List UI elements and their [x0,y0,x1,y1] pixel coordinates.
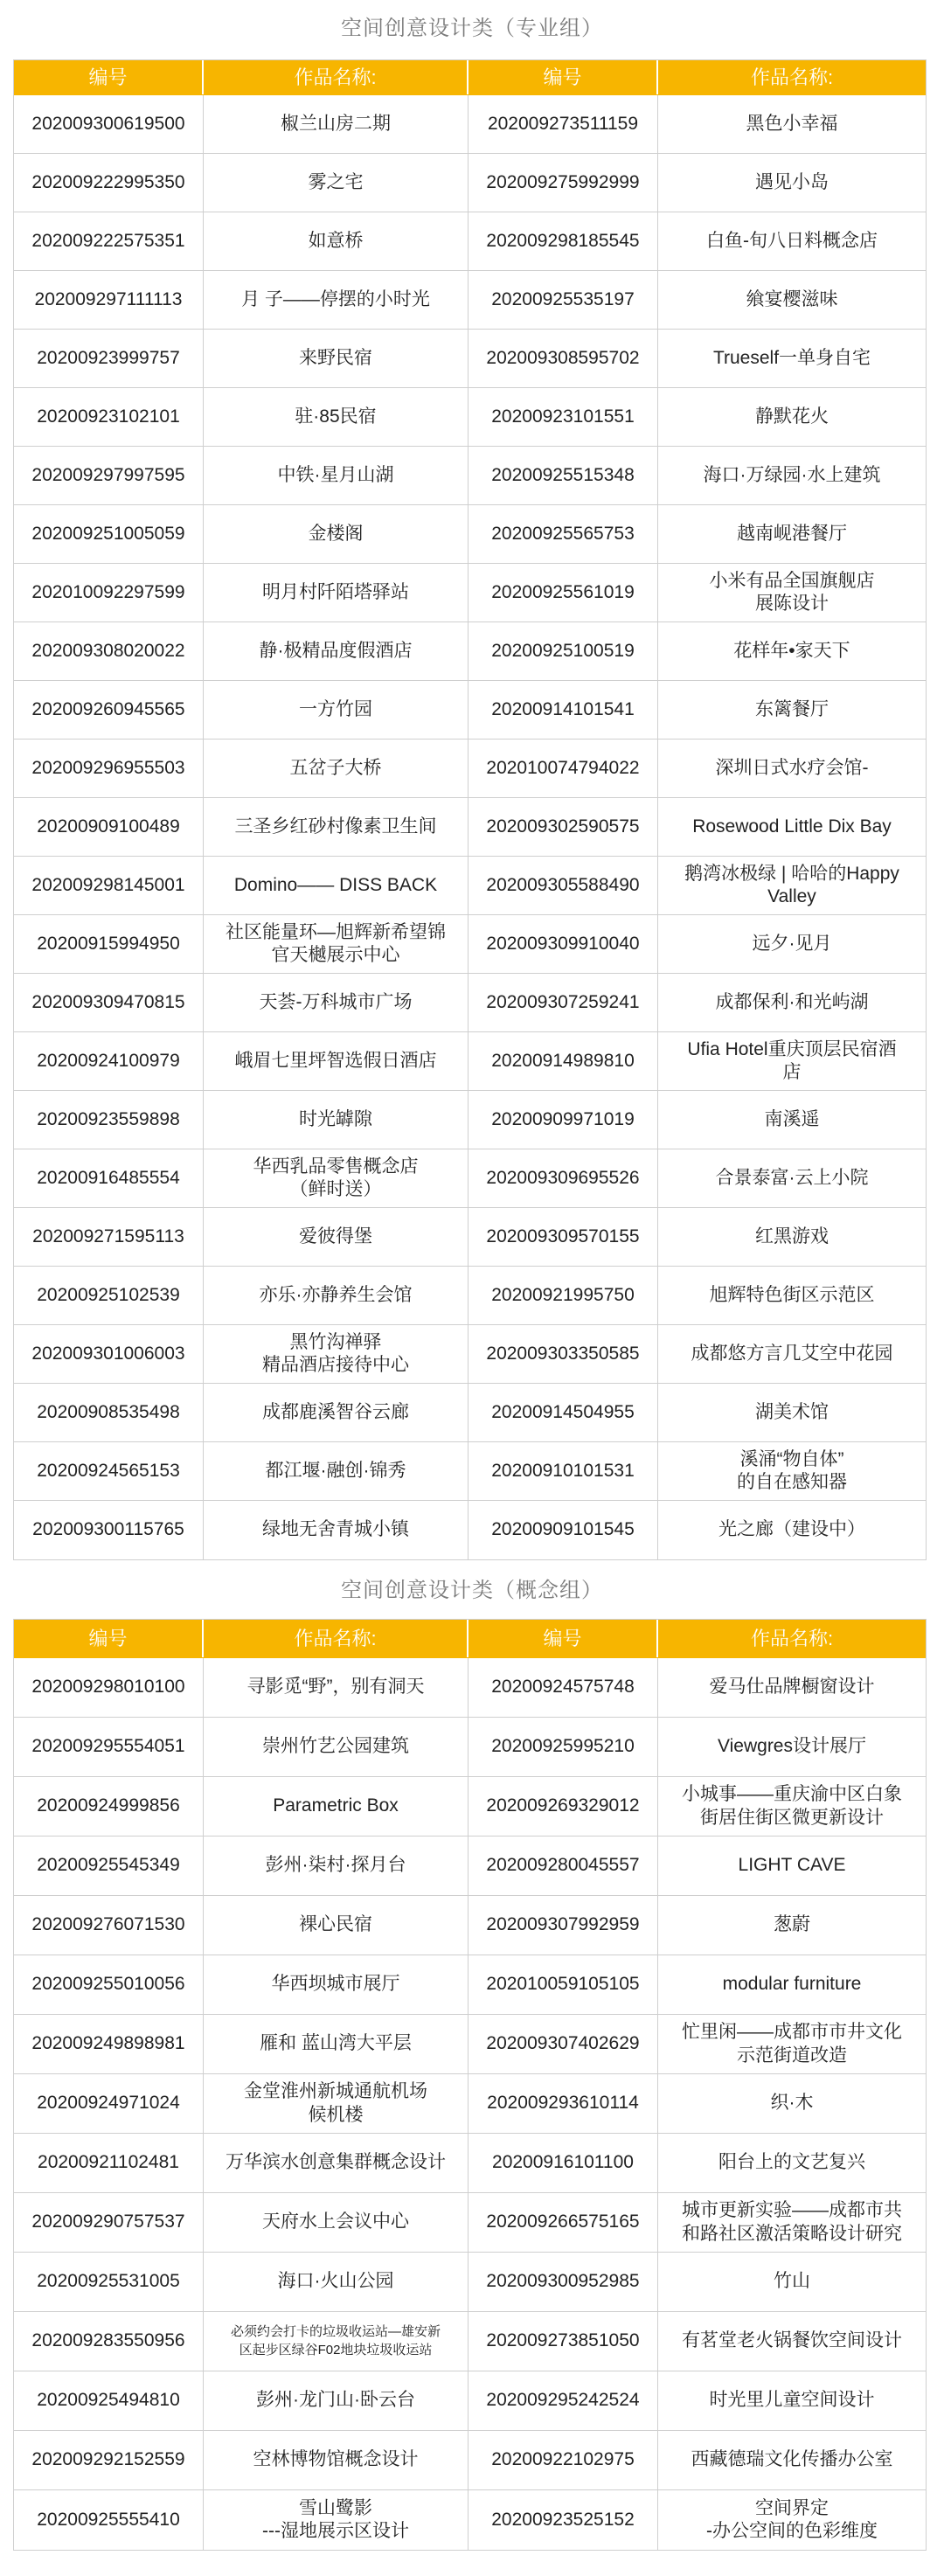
table-row [14,2371,926,2431]
header-id: 编号 [469,1620,658,1657]
entry-title: LIGHT CAVE [738,1855,846,1876]
entry-title: 绿地无舍青城小镇 [204,1501,469,1559]
entry-title: 月 子——停摆的小时光 [204,271,469,329]
entry-title: 亦乐·亦静养生会馆 [204,1267,469,1324]
table-body [14,95,926,1559]
table-row [14,1325,926,1384]
entry-title: modular furniture [722,1974,862,1995]
entry-id: 202009273851050 [469,2312,658,2371]
entry-title: 小米有品全国旗舰店 展陈设计 [709,570,875,614]
entry-title: 驻·85民宿 [204,388,469,446]
entry-title: 雁和 蓝山湾大平层 [204,2015,469,2073]
entry-id: 20200914504955 [469,1384,658,1441]
entry-id: 20200916485554 [14,1149,204,1207]
entry-id: 202010074794022 [469,739,658,797]
entry-title: 海口·万绿园·水上建筑 [703,464,881,485]
entry-title: 光之廊（建设中） [718,1519,865,1540]
header-id: 编号 [469,60,658,94]
entry-id: 20200923102101 [14,388,204,446]
entry-id: 20200925555410 [14,2490,204,2550]
entry-id: 202009271595113 [14,1208,204,1266]
entry-id: 202009290757537 [14,2193,204,2252]
entry-id: 20200908535498 [14,1384,204,1441]
entry-id: 202009307992959 [469,1896,658,1955]
entry-title: 万华滨水创意集群概念设计 [204,2134,469,2192]
entry-id: 202009305588490 [469,857,658,914]
entry-id: 202009307259241 [469,974,658,1031]
table-row [14,1837,926,1896]
entry-title: 竹山 [774,2271,810,2292]
entry-title: 花样年•家天下 [733,640,850,661]
entry-title: 织·木 [770,2093,814,2114]
header-title: 作品名称: [204,1620,469,1657]
table-row [14,857,926,915]
entry-id: 20200909971019 [469,1091,658,1149]
table-row [14,1267,926,1325]
entry-title: 如意桥 [204,212,469,270]
entry-title: 葱蔚 [774,1914,810,1935]
entry-title: Parametric Box [204,1777,469,1836]
entry-title: 静默花火 [755,406,829,427]
table-row [14,1091,926,1149]
entry-title: 时光里儿童空间设计 [709,2390,875,2411]
entry-id: 202009300115765 [14,1501,204,1559]
entry-id: 202009292152559 [14,2431,204,2489]
entry-id: 202009280045557 [469,1837,658,1895]
table-row [14,974,926,1032]
entry-id: 202009300619500 [14,95,204,153]
table-row [14,2253,926,2312]
entry-id: 20200909100489 [14,798,204,856]
table-row [14,2015,926,2074]
entry-title: 华西乳品零售概念店 （鲜时送） [204,1149,469,1207]
table-row [14,330,926,388]
entry-id: 20200910101531 [469,1442,658,1500]
entry-id: 202009309910040 [469,915,658,973]
entry-title: 天荟-万科城市广场 [204,974,469,1031]
entry-title: 彭州·龙门山·卧云台 [204,2371,469,2430]
table-row [14,2431,926,2490]
entry-title: 深圳日式水疗会馆- [715,757,869,778]
table-row [14,388,926,447]
entry-title: 雾之宅 [204,154,469,212]
entry-title: 旭辉特色街区示范区 [709,1284,875,1305]
entry-title: 南溪遥 [764,1108,820,1129]
entry-title: 飨宴樱滋味 [746,288,838,309]
entry-title: 爱彼得堡 [204,1208,469,1266]
entry-title: 忙里闲——成都市市井文化 示范街道改造 [682,2022,902,2066]
entry-title: 五岔子大桥 [204,739,469,797]
entry-title: 社区能量环—旭辉新希望锦 官天樾展示中心 [204,915,469,973]
table-row [14,622,926,681]
entry-id: 20200925565753 [469,505,658,563]
entry-title: 遇见小岛 [755,171,829,192]
entry-title: 椒兰山房二期 [204,95,469,153]
entry-title: 金堂淮州新城通航机场 候机楼 [204,2074,469,2133]
entry-id: 20200921102481 [14,2134,204,2192]
entry-title: 雪山鹭影 ---湿地展示区设计 [204,2490,469,2550]
table-row [14,1149,926,1208]
entry-title: 成都保利·和光屿湖 [715,991,869,1012]
entry-id: 202009303350585 [469,1325,658,1383]
entry-id: 202009309470815 [14,974,204,1031]
entry-title: 西藏德瑞文化传播办公室 [691,2449,893,2470]
entry-title: 天府水上会议中心 [204,2193,469,2252]
entry-id: 20200915994950 [14,915,204,973]
entry-id: 202009269329012 [469,1777,658,1836]
entry-id: 202009302590575 [469,798,658,856]
entry-id: 20200925531005 [14,2253,204,2311]
entry-title: 一方竹园 [204,681,469,739]
entry-title: 金楼阁 [204,505,469,563]
entry-title: 阳台上的文艺复兴 [718,2152,865,2173]
table-row [14,154,926,212]
entry-title: 合景泰富·云上小院 [715,1167,869,1188]
table-row [14,1955,926,2015]
entry-id: 202009298185545 [469,212,658,270]
table-row [14,1658,926,1718]
table-row [14,681,926,739]
header-id: 编号 [14,60,204,94]
entry-id: 20200922102975 [469,2431,658,2489]
table-header-row [14,60,926,95]
section-title-concept: 空间创意设计类（概念组） [341,1579,603,1602]
entry-id: 20200923559898 [14,1091,204,1149]
entry-id: 20200914101541 [469,681,658,739]
entry-title: 崇州竹艺公园建筑 [204,1718,469,1776]
entry-id: 202009283550956 [14,2312,204,2371]
entry-id: 202010092297599 [14,564,204,621]
entry-id: 20200925102539 [14,1267,204,1324]
entry-id: 20200914989810 [469,1032,658,1090]
entry-id: 202010059105105 [469,1955,658,2014]
entry-id: 20200924575748 [469,1658,658,1717]
entry-id: 202009293610114 [469,2074,658,2133]
entry-id: 20200925535197 [469,271,658,329]
entry-id: 202009296955503 [14,739,204,797]
entry-title: 必须约会打卡的垃圾收运站—雄安新 区起步区绿谷F02地块垃圾收运站 [204,2312,469,2371]
entry-id: 20200925515348 [469,447,658,504]
table-row [14,1384,926,1442]
table-row [14,915,926,974]
table-row [14,1896,926,1955]
table-row [14,2490,926,2550]
entry-title: 裸心民宿 [204,1896,469,1955]
entry-id: 202009266575165 [469,2193,658,2252]
entry-title: 明月村阡陌塔驿站 [204,564,469,621]
entry-title: 成都鹿溪智谷云廊 [204,1384,469,1441]
table-row [14,2134,926,2193]
entry-title: 时光罅隙 [204,1091,469,1149]
entry-title: 峨眉七里坪智选假日酒店 [204,1032,469,1090]
entry-id: 20200925561019 [469,564,658,621]
entry-id: 20200924100979 [14,1032,204,1090]
header-id: 编号 [14,1620,204,1657]
entry-id: 202009298145001 [14,857,204,914]
entry-id: 202009222995350 [14,154,204,212]
entry-id: 20200923101551 [469,388,658,446]
entry-id: 202009298010100 [14,1658,204,1717]
header-title: 作品名称: [750,1627,834,1649]
table-body [14,1658,926,2550]
table-row [14,739,926,798]
entry-id: 20200925100519 [469,622,658,680]
entry-title: Ufia Hotel重庆顶层民宿酒 店 [687,1038,897,1082]
entry-title: 来野民宿 [204,330,469,387]
header-title: 作品名称: [204,60,469,94]
entry-title: 城市更新实验——成都市共 和路社区激活策略设计研究 [682,2200,902,2244]
entry-title: Viewgres设计展厅 [718,1736,866,1757]
entry-title: 华西坝城市展厅 [204,1955,469,2014]
entry-title: 东篱餐厅 [755,698,829,719]
entry-id: 202009297997595 [14,447,204,504]
header-title: 作品名称: [750,66,834,88]
entry-title: 空林博物馆概念设计 [204,2431,469,2489]
table-row [14,2312,926,2371]
entry-title: 静·极精品度假酒店 [204,622,469,680]
entry-title: 寻影觅“野”，别有洞天 [204,1658,469,1717]
entry-id: 202009307402629 [469,2015,658,2073]
entry-title: 白鱼-旬八日料概念店 [706,230,878,251]
table-row [14,2074,926,2134]
table-concept [13,1619,927,2551]
table-row [14,95,926,154]
entry-title: 海口·火山公园 [204,2253,469,2311]
entry-title: Trueself一单身自宅 [712,347,871,368]
table-row [14,1032,926,1091]
entry-id: 20200925995210 [469,1718,658,1776]
table-row [14,447,926,505]
table-row [14,505,926,564]
entry-id: 202009300952985 [469,2253,658,2311]
entry-id: 20200923999757 [14,330,204,387]
entry-id: 20200916101100 [469,2134,658,2192]
entry-id: 202009295554051 [14,1718,204,1776]
table-header-row [14,1620,926,1658]
table-row [14,798,926,857]
entry-id: 20200924999856 [14,1777,204,1836]
entry-title: 小城事——重庆渝中区白象 街居住街区微更新设计 [682,1784,902,1828]
entry-id: 202009249898981 [14,2015,204,2073]
entry-id: 20200925545349 [14,1837,204,1895]
table-row [14,1442,926,1501]
entry-id: 202009301006003 [14,1325,204,1383]
table-row [14,2193,926,2253]
entry-title: Rosewood Little Dix Bay [692,816,892,837]
entry-title: 中铁·星月山湖 [204,447,469,504]
table-row [14,212,926,271]
entry-title: 爱马仕品牌橱窗设计 [709,1677,875,1698]
entry-id: 20200921995750 [469,1267,658,1324]
table-row [14,1777,926,1837]
entry-id: 20200923525152 [469,2490,658,2550]
entry-id: 202009273511159 [469,95,658,153]
entry-title: 黑竹沟禅驿 精品酒店接待中心 [204,1325,469,1383]
entry-title: 三圣乡红砂村像素卫生间 [204,798,469,856]
table-row [14,271,926,330]
entry-title: 都江堰·融创·锦秀 [204,1442,469,1500]
entry-id: 202009295242524 [469,2371,658,2430]
entry-id: 202009308595702 [469,330,658,387]
entry-id: 20200924971024 [14,2074,204,2133]
table-row [14,564,926,622]
entry-id: 202009308020022 [14,622,204,680]
entry-id: 20200909101545 [469,1501,658,1559]
entry-title: 成都悠方言几艾空中花园 [691,1343,893,1364]
entry-id: 20200925494810 [14,2371,204,2430]
entry-title: 红黑游戏 [755,1226,829,1246]
entry-title: 有茗堂老火锅餐饮空间设计 [682,2330,902,2351]
entry-id: 202009297111113 [14,271,204,329]
entry-id: 202009222575351 [14,212,204,270]
table-row [14,1718,926,1777]
entry-id: 202009275992999 [469,154,658,212]
table-row [14,1501,926,1559]
entry-id: 202009309695526 [469,1149,658,1207]
entry-title: 鹅湾冰极绿 | 哈哈的Happy Valley [684,863,899,906]
entry-title: 黑色小幸福 [746,113,838,134]
entry-title: 越南岘港餐厅 [737,523,847,544]
section-title-professional: 空间创意设计类（专业组） [341,17,603,40]
entry-id: 202009255010056 [14,1955,204,2014]
entry-title: 湖美术馆 [755,1401,829,1422]
table-row [14,1208,926,1267]
entry-title: 彭州·柒村·探月台 [204,1837,469,1895]
table-professional [13,59,927,1560]
entry-id: 202009309570155 [469,1208,658,1266]
entry-id: 20200924565153 [14,1442,204,1500]
entry-title: 空间界定 -办公空间的色彩维度 [706,2497,878,2541]
entry-title: Domino—— DISS BACK [204,857,469,914]
entry-id: 202009260945565 [14,681,204,739]
entry-id: 202009276071530 [14,1896,204,1955]
entry-id: 202009251005059 [14,505,204,563]
entry-title: 溪涌“物自体” 的自在感知器 [737,1448,847,1492]
entry-title: 远夕·见月 [752,933,832,954]
